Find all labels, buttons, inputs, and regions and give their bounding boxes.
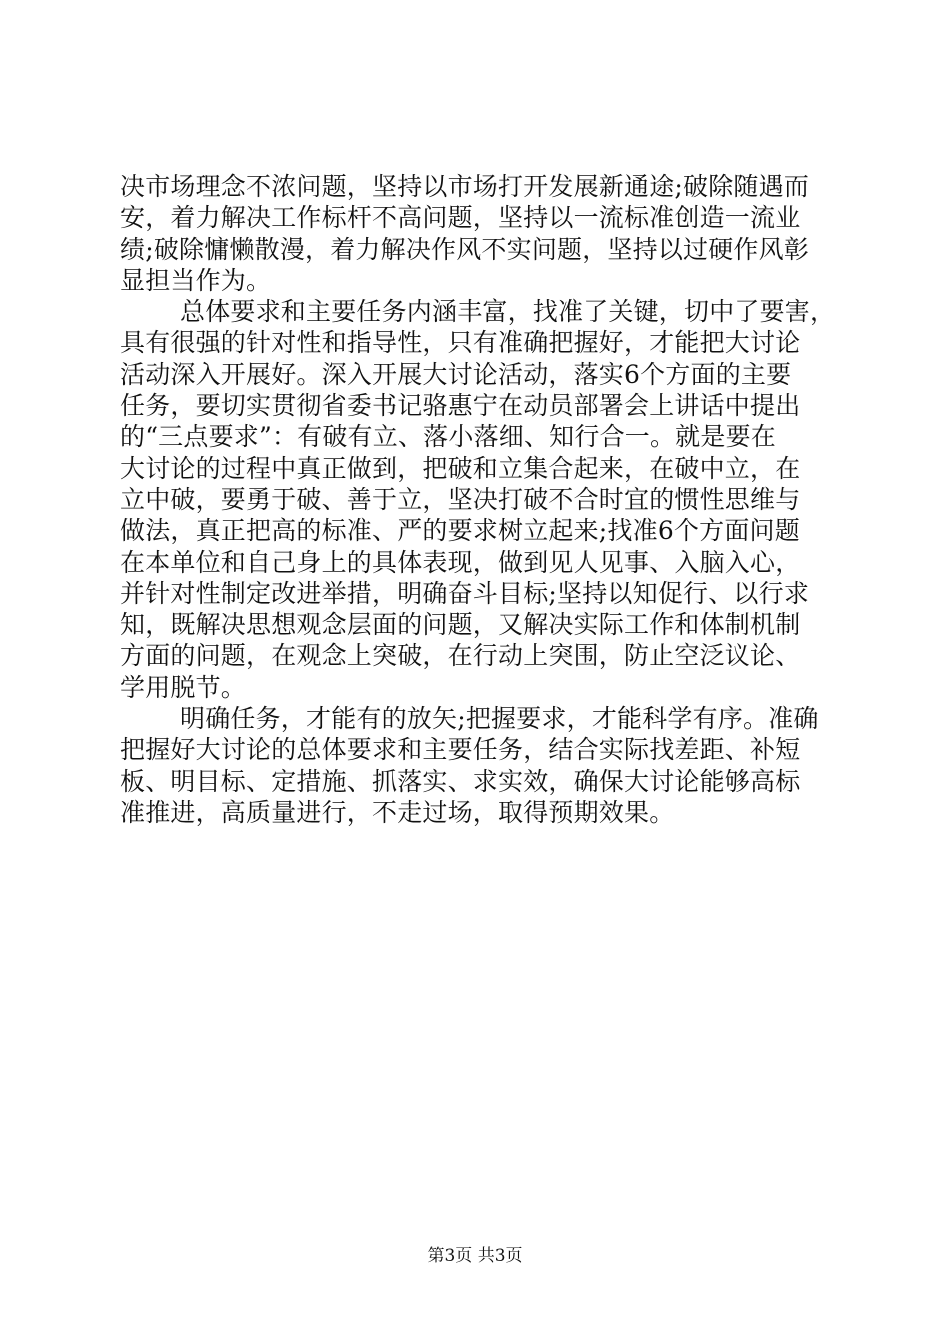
text-line: 在本单位和自己身上的具体表现，做到见人见事、入脑入心，	[120, 547, 801, 577]
text-line: 立中破，要勇于破、善于立，坚决打破不合时宜的惯性思维与	[120, 484, 801, 514]
text-line: 把握好大讨论的总体要求和主要任务，结合实际找差距、补短	[120, 735, 801, 765]
text-line: 方面的问题，在观念上突破，在行动上突围，防止空泛议论、	[120, 641, 801, 671]
text-line: 决市场理念不浓问题，坚持以市场打开发展新通途;破除随遇而	[120, 172, 810, 201]
text-line: 准推进，高质量进行，不走过场，取得预期效果。	[120, 797, 675, 827]
text-line: 的“三点要求”：有破有立、落小落细、知行合一。就是要在	[120, 422, 776, 452]
page-footer: 第3页 共3页	[427, 1246, 523, 1266]
paragraph-first-line: 总体要求和主要任务内涵丰富，找准了关键，切中了要害，	[180, 297, 836, 327]
text-line: 显担当作为。	[120, 265, 272, 295]
text-line: 做法，真正把高的标准、严的要求树立起来;找准6个方面问题	[120, 516, 800, 546]
text-line: 并针对性制定改进举措，明确奋斗目标;坚持以知促行、以行求	[120, 578, 810, 608]
text-line: 具有很强的针对性和指导性，只有准确把握好，才能把大讨论	[120, 328, 801, 358]
text-line: 大讨论的过程中真正做到，把破和立集合起来，在破中立，在	[120, 453, 801, 483]
paragraph-first-line: 明确任务，才能有的放矢;把握要求，才能科学有序。准确	[180, 704, 819, 734]
text-line: 任务，要切实贯彻省委书记骆惠宁在动员部署会上讲话中提出	[120, 391, 801, 421]
document-body	[120, 171, 835, 828]
text-line: 知，既解决思想观念层面的问题，又解决实际工作和体制机制	[120, 610, 801, 640]
text-line: 活动深入开展好。深入开展大讨论活动，落实6个方面的主要	[120, 359, 792, 389]
text-line: 学用脱节。	[120, 672, 247, 702]
text-line: 安，着力解决工作标杆不高问题，坚持以一流标准创造一流业	[120, 203, 801, 233]
text-line: 板、明目标、定措施、抓落实、求实效，确保大讨论能够高标	[120, 766, 801, 796]
text-line: 绩;破除慵懒散漫，着力解决作风不实问题，坚持以过硬作风彰	[120, 234, 810, 264]
